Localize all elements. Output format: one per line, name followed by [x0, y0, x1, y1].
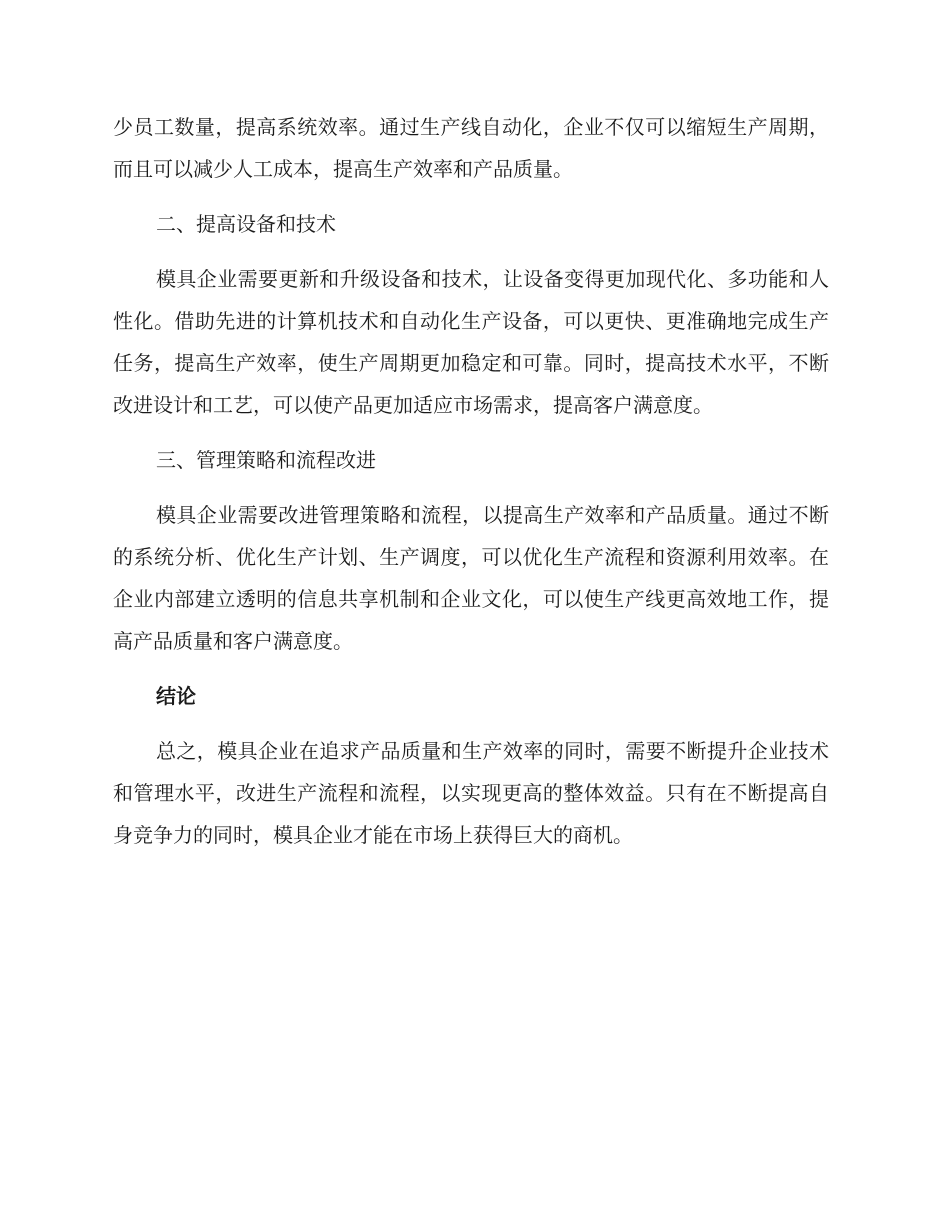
conclusion-heading: 结论: [156, 684, 196, 708]
spacer: [113, 481, 829, 494]
continuation-paragraph: 少员工数量，提高系统效率。通过生产线自动化，企业不仅可以缩短生产周期，而且可以减少人工成本，提高生产效率和产品质量。: [113, 115, 829, 181]
document-page: [113, 106, 829, 856]
section2-paragraph: 模具企业需要更新和升级设备和技术，让设备变得更加现代化、多功能和人性化。借助先进的计算机技术和自动化生产设备，可以更快、更准确地完成生产任务，提高生产效率，使生产周期更加稳定和可靠。同时，提高技术水平，不断改进设计和工艺，可以使产品更加适应市场需求，提高客户满意度。: [113, 267, 829, 417]
spacer: [113, 190, 829, 203]
spacer: [113, 245, 829, 258]
conclusion-paragraph: 总之，模具企业在追求产品质量和生产效率的同时，需要不断提升企业技术和管理水平，改进生产流程和流程，以实现更高的整体效益。只有在不断提高自身竞争力的同时，模具企业才能在市场上获得巨大的商机。: [113, 739, 829, 847]
spacer: [113, 717, 829, 730]
section3-heading: 三、管理策略和流程改进: [156, 448, 376, 472]
section3-paragraph: 模具企业需要改进管理策略和流程，以提高生产效率和产品质量。通过不断的系统分析、优化生产计划、生产调度，可以优化生产流程和资源利用效率。在企业内部建立透明的信息共享机制和企业文化，可以使生产线更高效地工作，提高产品质量和客户满意度。: [113, 503, 829, 653]
spacer: [113, 662, 829, 675]
spacer: [113, 426, 829, 439]
section2-heading: 二、提高设备和技术: [156, 212, 336, 236]
